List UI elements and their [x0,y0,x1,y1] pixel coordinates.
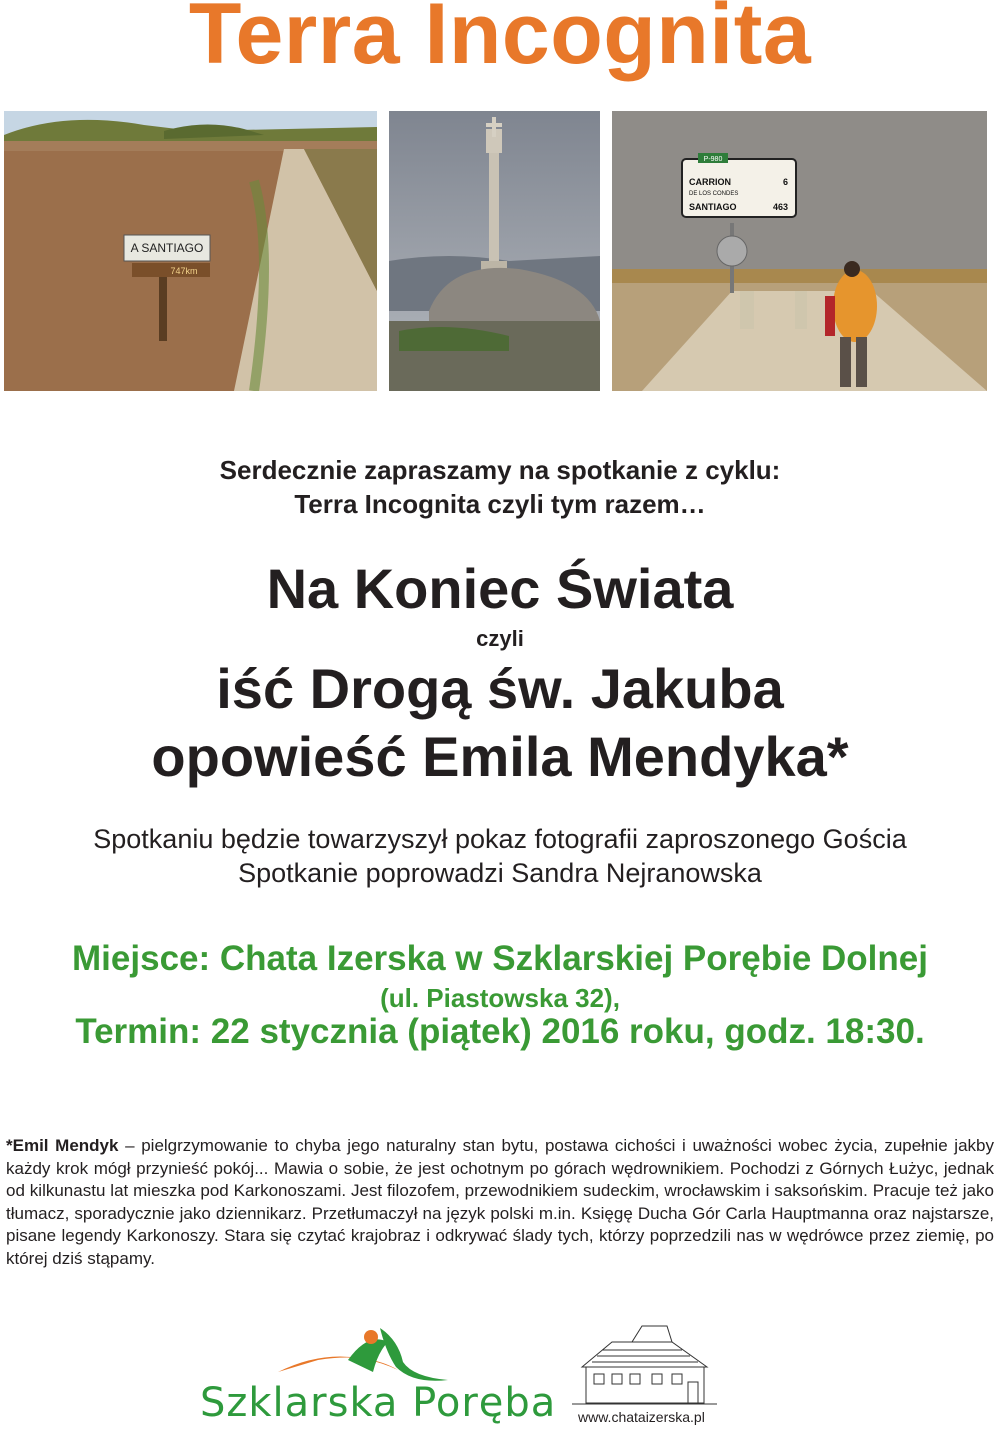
headline-line-3: opowieść Emila Mendyka* [151,725,849,788]
svg-text:463: 463 [772,202,788,212]
event-address: (ul. Piastowska 32), [380,983,620,1013]
poster-title: Terra Incognita [188,0,812,82]
intro-line-1: Serdecznie zapraszamy na spotkanie z cyklu: [219,455,781,485]
photo-pilgrim-road-sign [612,111,987,391]
svg-text:DE LOS CONDES: DE LOS CONDES [689,191,739,197]
speaker-name: *Emil Mendyk [6,1136,119,1155]
event-place: Miejsce: Chata Izerska w Szklarskiej Porębie Dolnej [72,939,928,978]
svg-text:747km: 747km [170,266,198,276]
svg-text:A SANTIAGO: A SANTIAGO [130,241,204,255]
photo-cross-monument [389,111,600,391]
website-link[interactable]: www.chataizerska.pl [578,1409,705,1425]
szklarska-poreba-logo-text: Szklarska Poręba [200,1380,557,1426]
headline-connector: czyli [476,626,524,651]
speaker-bio [6,1135,994,1270]
svg-text:6: 6 [782,177,788,187]
svg-text:CARRION: CARRION [689,177,731,187]
details-line-2: Spotkanie poprowadzi Sandra Nejranowska [238,858,762,888]
details-line-1: Spotkaniu będzie towarzyszył pokaz fotografii zaproszonego Gościa [93,824,907,854]
headline-line-2: iść Drogą św. Jakuba [216,657,784,720]
speaker-bio-text: – pielgrzymowanie to chyba jego naturalny stan bytu, postawa cichości i uważności wobec życia, zupełnie jakby każdy krok mógł przynieść pokój... Mawia o sobie, że jest ochotnym po górach wędrownikiem. Pochodzi z Górnych Łużyc, jednak od kilkunastu lat mieszka pod Karkonoszami. Jest filozofem, przewodnikiem sudeckim, wrocławskim i saksońskim. Pracuje też jako tłumacz, sporadycznie jako dziennikarz. Przetłumaczył na język polski m.in. Księgę Ducha Gór Carla Hauptmanna oraz najstarsze, pisane legendy Karkonoszy. Stara się czytać krajobraz i odkrywać ślady tych, którzy poprzedzili nas w wędrówce przez ziemię, po której dziś stąpamy. [6,1136,994,1268]
event-date: Termin: 22 stycznia (piątek) 2016 roku, godz. 18:30. [75,1012,925,1051]
chata-izerska-house-sketch [572,1322,717,1408]
photo-camino-road [4,111,377,391]
svg-text:SANTIAGO: SANTIAGO [689,202,737,212]
intro-line-2: Terra Incognita czyli tym razem… [294,489,706,519]
headline-line-1: Na Koniec Świata [266,557,734,620]
svg-text:P-980: P-980 [703,156,723,163]
